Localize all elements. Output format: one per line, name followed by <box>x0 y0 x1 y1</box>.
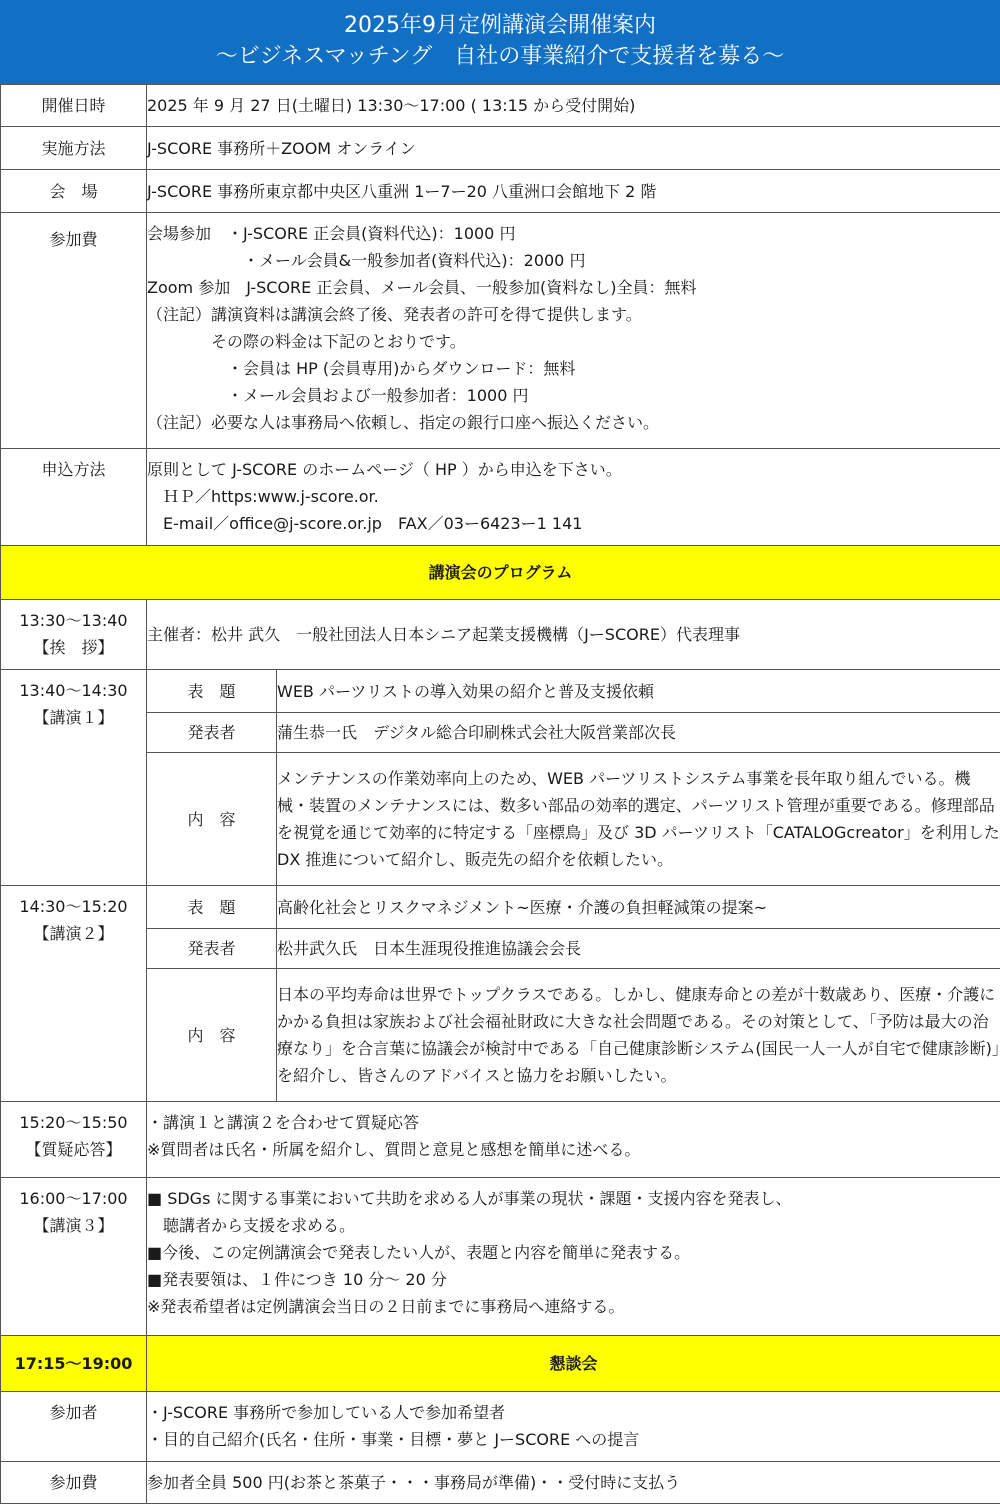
talk2-content-row <box>1 969 1000 1102</box>
talk3-line: ■発表要領は、１件につき 10 分～ 20 分 <box>147 1266 1000 1293</box>
qa-text <box>147 1102 1000 1178</box>
row-social-fee <box>1 1462 1000 1504</box>
talk3-line: 聴講者から支援を求める。 <box>147 1212 1000 1239</box>
talk1-tag: 【講演１】 <box>1 704 146 731</box>
talk1-speaker-row <box>1 713 1000 753</box>
talk1-title: WEB パーツリストの導入効果の紹介と普及支援依頼 <box>277 670 1000 713</box>
greeting-time-range: 13:30～13:40 <box>1 607 146 634</box>
talk3-line: ※発表希望者は定例講演会当日の２日前までに事務局へ連絡する。 <box>147 1293 1000 1320</box>
header-title: 2025年9月定例講演会開催案内 <box>0 10 1000 41</box>
value-method: J-SCORE 事務所＋ZOOM オンライン <box>147 127 1000 170</box>
apply-line: 原則として J-SCORE のホームページ（ HP ）から申込を下さい。 <box>147 456 1000 483</box>
talk3-time-range: 16:00～17:00 <box>1 1185 146 1212</box>
participants-line: ・J-SCORE 事務所で参加している人で参加希望者 <box>147 1399 1000 1426</box>
greeting-time <box>1 600 147 670</box>
talk1-speaker: 蒲生恭一氏 デジタル総合印刷株式会社大阪営業部次長 <box>277 713 1000 753</box>
header-subtitle: ～ビジネスマッチング 自社の事業紹介で支援者を募る～ <box>0 41 1000 72</box>
talk1-title-row <box>1 670 1000 713</box>
value-date: 2025 年 9 月 27 日(土曜日) 13:30～17:00 ( 13:15 から受付開始) <box>147 85 1000 127</box>
talk1-content-label: 内 容 <box>147 753 277 886</box>
talk1-time <box>1 670 147 886</box>
talk1-title-label: 表 題 <box>147 670 277 713</box>
fee-line: ・メール会員&一般参加者(資料代込)：2000 円 <box>147 247 1000 274</box>
talk2-speaker: 松井武久氏 日本生涯現役推進協議会会長 <box>277 929 1000 969</box>
social-participants <box>147 1392 1000 1462</box>
row-talk3 <box>1 1178 1000 1336</box>
row-qa <box>1 1102 1000 1178</box>
value-venue: J-SCORE 事務所東京都中央区八重洲 1ー7ー20 八重洲口会館地下 2 階 <box>147 170 1000 213</box>
social-participants-label: 参加者 <box>1 1392 147 1462</box>
talk2-title-row <box>1 886 1000 929</box>
participants-line: ・目的自己紹介(氏名・住所・事業・目標・夢と JーSCORE への提言 <box>147 1426 1000 1453</box>
fee-line: Zoom 参加 J-SCORE 正会員、メール会員、一般参加(資料なし)全員：無料 <box>147 274 1000 301</box>
talk3-tag: 【講演３】 <box>1 1212 146 1239</box>
row-date <box>1 85 1000 127</box>
talk1-time-range: 13:40～14:30 <box>1 677 146 704</box>
fee-line: （注記）講演資料は講演会終了後、発表者の許可を得て提供します。 <box>147 301 1000 328</box>
qa-line: ※質問者は氏名・所属を紹介し、質問と意見と感想を簡単に述べる。 <box>147 1136 1000 1163</box>
social-title: 懇談会 <box>147 1336 1000 1392</box>
talk2-time <box>1 886 147 1102</box>
talk2-content-label: 内 容 <box>147 969 277 1102</box>
talk3-line: ■今後、この定例講演会で発表したい人が、表題と内容を簡単に発表する。 <box>147 1239 1000 1266</box>
talk1-content: メンテナンスの作業効率向上のため、WEB パーツリストシステム事業を長年取り組んでいる。機械・装置のメンテナンスには、数多い部品の効率的選定、パーツリスト管理が重要である。修理部品を視覚を通じて効率的に特定する「座標鳥」及び 3D パーツリスト「CATALOGcreator」を利用した DX 推進について紹介し、販売先の紹介を依頼したい。 <box>277 753 1000 886</box>
program-title: 講演会のプログラム <box>1 546 1000 600</box>
talk2-content: 日本の平均寿命は世界でトップクラスである。しかし、健康寿命との差が十数歳あり、医療・介護にかかる負担は家族および社会福祉財政に大きな社会問題である。その対策として、「予防は最大の治療なり」を合言葉に協議会が検討中である「自己健康診断システム(国民一人一人が自宅で健康診断)」を紹介し、皆さんのアドバイスと協力をお願いしたい。 <box>277 969 1000 1102</box>
row-greeting <box>1 600 1000 670</box>
row-method <box>1 127 1000 170</box>
schedule-table <box>0 84 1000 1504</box>
talk2-title-label: 表 題 <box>147 886 277 929</box>
fee-line: ・会員は HP (会員専用)からダウンロード：無料 <box>147 355 1000 382</box>
apply-line: ＨＰ／https:www.j-score.or. <box>147 483 1000 510</box>
talk2-speaker-row <box>1 929 1000 969</box>
social-heading-row <box>1 1336 1000 1392</box>
talk3-text <box>147 1178 1000 1336</box>
apply-line: E-mail／office@j-score.or.jp FAX／03ー6423ー1 141 <box>147 510 1000 537</box>
fee-line: （注記）必要な人は事務局へ依頼し、指定の銀行口座へ振込ください。 <box>147 409 1000 436</box>
talk1-content-row <box>1 753 1000 886</box>
value-fee <box>147 213 1000 449</box>
row-fee <box>1 213 1000 449</box>
greeting-text: 主催者：松井 武久 一般社団法人日本シニア起業支援機構（JーSCORE）代表理事 <box>147 600 1000 670</box>
flyer-header <box>0 0 1000 84</box>
social-time: 17:15～19:00 <box>1 1336 147 1392</box>
qa-time-range: 15:20～15:50 <box>1 1109 146 1136</box>
program-heading-row <box>1 546 1000 600</box>
fee-line: その際の料金は下記のとおりです。 <box>147 328 1000 355</box>
qa-tag: 【質疑応答】 <box>1 1136 146 1163</box>
row-venue <box>1 170 1000 213</box>
fee-line: ・メール会員および一般参加者：1000 円 <box>147 382 1000 409</box>
row-social-participants <box>1 1392 1000 1462</box>
greeting-tag: 【挨 拶】 <box>1 634 146 661</box>
qa-time <box>1 1102 147 1178</box>
social-fee: 参加者全員 500 円(お茶と茶菓子・・・事務局が準備)・・受付時に支払う <box>147 1462 1000 1504</box>
talk3-line: ■ SDGs に関する事業において共助を求める人が事業の現状・課題・支援内容を発表し、 <box>147 1185 1000 1212</box>
label-venue: 会 場 <box>1 170 147 213</box>
label-date: 開催日時 <box>1 85 147 127</box>
talk2-speaker-label: 発表者 <box>147 929 277 969</box>
talk2-tag: 【講演２】 <box>1 920 146 947</box>
talk2-title: 高齢化社会とリスクマネジメント~医療・介護の負担軽減策の提案~ <box>277 886 1000 929</box>
talk2-time-range: 14:30～15:20 <box>1 893 146 920</box>
social-fee-label: 参加費 <box>1 1462 147 1504</box>
talk1-speaker-label: 発表者 <box>147 713 277 753</box>
talk3-time <box>1 1178 147 1336</box>
label-apply: 申込方法 <box>1 449 147 546</box>
value-apply <box>147 449 1000 546</box>
label-method: 実施方法 <box>1 127 147 170</box>
label-fee: 参加費 <box>1 213 147 449</box>
qa-line: ・講演１と講演２を合わせて質疑応答 <box>147 1109 1000 1136</box>
row-apply <box>1 449 1000 546</box>
fee-line: 会場参加 ・J-SCORE 正会員(資料代込)：1000 円 <box>147 220 1000 247</box>
